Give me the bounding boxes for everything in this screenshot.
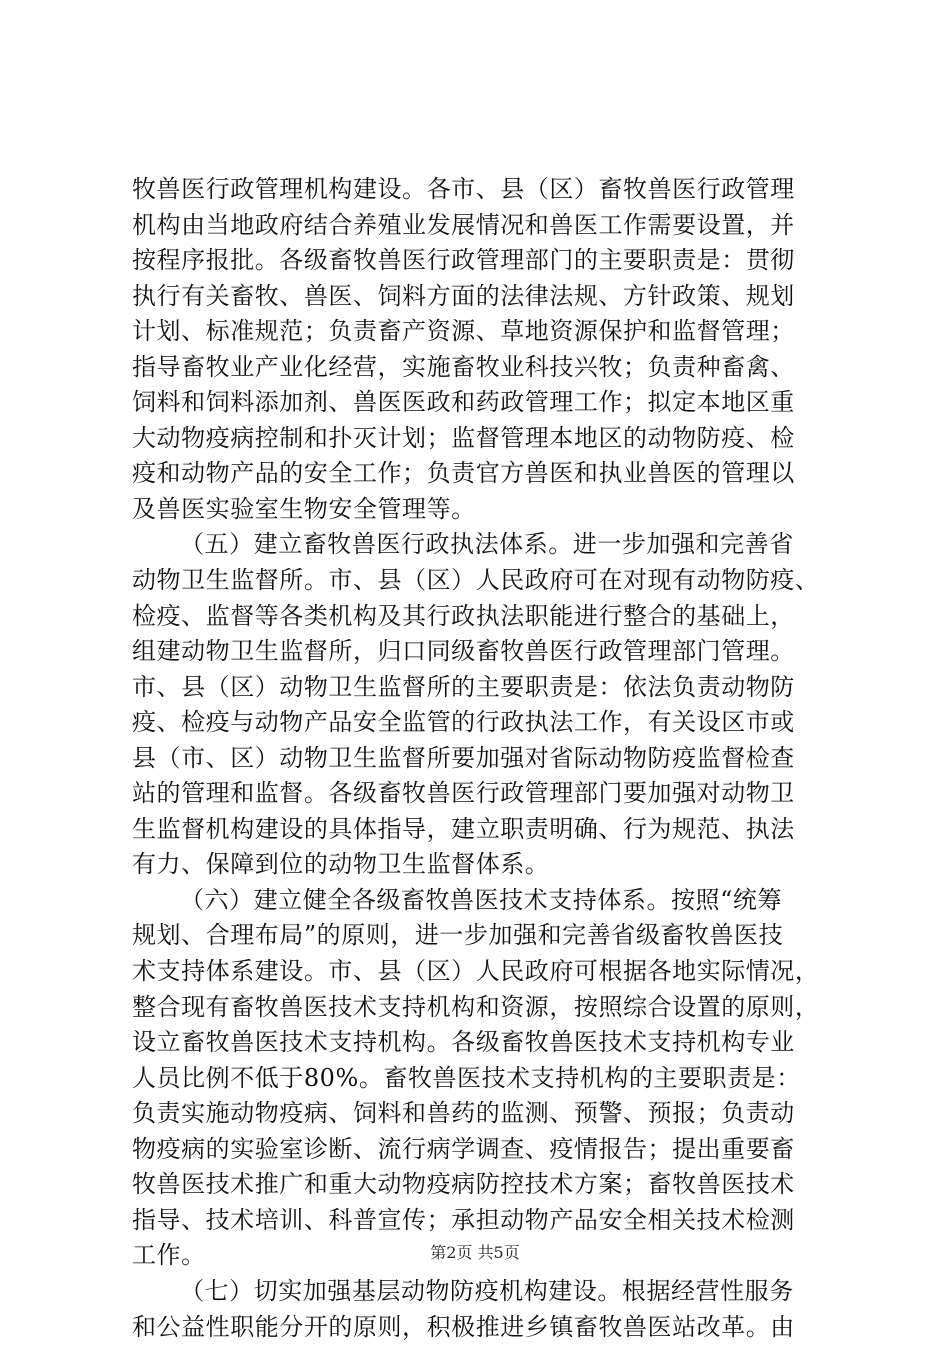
paragraph-start-line: （七）切实加强基层动物防疫机构建设。根据经营性服务 (132, 1274, 832, 1310)
text-line: 人员比例不低于80%。畜牧兽医技术支持机构的主要职责是： (132, 1061, 832, 1097)
text-line: 牧兽医技术推广和重大动物疫病防控技术方案；畜牧兽医技术 (132, 1167, 832, 1203)
text-line: 整合现有畜牧兽医技术支持机构和资源，按照综合设置的原则， (132, 990, 832, 1026)
text-line: 及兽医实验室生物安全管理等。 (132, 492, 832, 528)
text-line: 疫、检疫与动物产品安全监管的行政执法工作，有关设区市或 (132, 705, 832, 741)
text-line: 有力、保障到位的动物卫生监督体系。 (132, 847, 832, 883)
paragraph-start-line: （五）建立畜牧兽医行政执法体系。进一步加强和完善省 (132, 527, 832, 563)
text-line: 和公益性职能分开的原则，积极推进乡镇畜牧兽医站改革。由 (132, 1310, 832, 1345)
text-line: 饲料和饲料添加剂、兽医医政和药政管理工作；拟定本地区重 (132, 385, 832, 421)
text-line: 指导、技术培训、科普宣传；承担动物产品安全相关技术检测 (132, 1203, 832, 1239)
text-line: 计划、标准规范；负责畜产资源、草地资源保护和监督管理； (132, 314, 832, 350)
text-line: 牧兽医行政管理机构建设。各市、县（区）畜牧兽医行政管理 (132, 172, 832, 208)
text-line: 生监督机构建设的具体指导，建立职责明确、行为规范、执法 (132, 812, 832, 848)
document-body (132, 172, 832, 1345)
text-line: 组建动物卫生监督所，归口同级畜牧兽医行政管理部门管理。 (132, 634, 832, 670)
text-line: 市、县（区）动物卫生监督所的主要职责是：依法负责动物防 (132, 670, 832, 706)
text-line: 机构由当地政府结合养殖业发展情况和兽医工作需要设置，并 (132, 208, 832, 244)
text-line: 设立畜牧兽医技术支持机构。各级畜牧兽医技术支持机构专业 (132, 1025, 832, 1061)
text-line: 负责实施动物疫病、饲料和兽药的监测、预警、预报；负责动 (132, 1096, 832, 1132)
text-line: 按程序报批。各级畜牧兽医行政管理部门的主要职责是：贯彻 (132, 243, 832, 279)
text-line: 县（市、区）动物卫生监督所要加强对省际动物防疫监督检查 (132, 741, 832, 777)
text-line: 大动物疫病控制和扑灭计划；监督管理本地区的动物防疫、检 (132, 421, 832, 457)
text-line: 站的管理和监督。各级畜牧兽医行政管理部门要加强对动物卫 (132, 776, 832, 812)
paragraph-start-line: （六）建立健全各级畜牧兽医技术支持体系。按照“统筹 (132, 883, 832, 919)
text-line: 规划、合理布局”的原则，进一步加强和完善省级畜牧兽医技 (132, 918, 832, 954)
text-line: 疫和动物产品的安全工作；负责官方兽医和执业兽医的管理以 (132, 456, 832, 492)
text-line: 物疫病的实验室诊断、流行病学调查、疫情报告；提出重要畜 (132, 1132, 832, 1168)
text-line: 检疫、监督等各类机构及其行政执法职能进行整合的基础上， (132, 599, 832, 635)
text-line: 执行有关畜牧、兽医、饲料方面的法律法规、方针政策、规划 (132, 279, 832, 315)
text-line: 指导畜牧业产业化经营，实施畜牧业科技兴牧；负责种畜禽、 (132, 350, 832, 386)
text-line: 工作。 (132, 1238, 832, 1274)
text-line: 术支持体系建设。市、县（区）人民政府可根据各地实际情况， (132, 954, 832, 990)
page-number-footer: 第2页 共5页 (0, 1243, 950, 1263)
text-line: 动物卫生监督所。市、县（区）人民政府可在对现有动物防疫、 (132, 563, 832, 599)
